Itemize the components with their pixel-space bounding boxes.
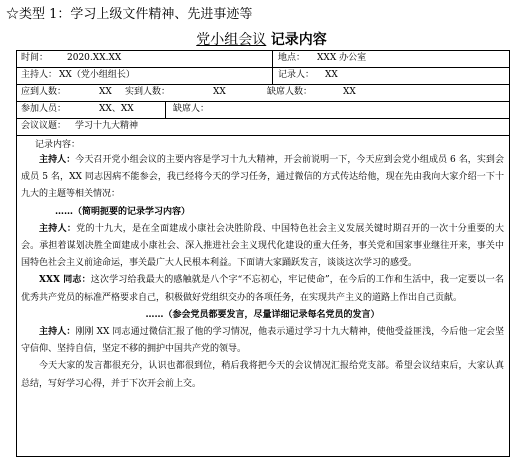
speaker-host: 主持人： <box>39 155 76 165</box>
expected-label: 应到人数： <box>21 87 67 97</box>
paragraph-4 <box>21 324 504 358</box>
divider <box>272 68 273 84</box>
page-heading: ☆类型 1：学习上级文件精神、先进事迹等 <box>6 7 253 22</box>
note-summary: ……（简明扼要的记录学习内容） <box>55 206 191 217</box>
recorder-value: XX <box>325 70 338 80</box>
paragraph-1 <box>21 152 504 204</box>
paragraph-3 <box>21 272 504 306</box>
row-counts <box>17 85 509 102</box>
row-topic <box>17 119 509 136</box>
speaker-host: 主持人： <box>39 223 77 234</box>
actual-value: XX <box>213 87 226 97</box>
divider <box>165 102 166 118</box>
paragraph-3-text: 这次学习给我最大的感触就是八个字“不忘初心，牢记使命”，在今后的工作和生活中，我一定要以一名优秀共产党员的标准严格要求自己，积极做好党组织交办的各项任务，在实现共产主义的道路上作出自己贡献。 <box>21 275 504 303</box>
expected-value: XX <box>99 87 112 97</box>
place-value: XXX 办公室 <box>317 53 367 63</box>
note-speeches: ……（参会党员都要发言，尽量详细记录每名党员的发言） <box>145 309 380 320</box>
paragraph-2 <box>21 221 504 273</box>
divider <box>272 51 273 67</box>
paragraph-4-text: 刚刚 XX 同志通过微信汇报了他的学习情况，他表示通过学习十九大精神，使他受益匪浅，今后他一定会坚守信仰、坚持自信，坚定不移的拥护中国共产党的领导。 <box>21 327 504 355</box>
paragraph-5: 今天大家的发言都很充分，认识也都很到位，稍后我将把今天的会议情况汇报给党支部。希望会议结束后，大家认真总结，写好学习心得，并于下次开会前上交。 <box>21 361 504 389</box>
time-label: 时间： <box>21 53 49 63</box>
title-prefix: 党小组会议 <box>196 32 267 48</box>
host-value: XX（党小组组长） <box>59 70 135 80</box>
record-label: 记录内容： <box>35 140 81 150</box>
absent-count-value: XX <box>343 87 356 97</box>
time-value: 2020.XX.XX <box>67 53 122 63</box>
topic-value: 学习十九大精神 <box>75 121 139 131</box>
speaker-host: 主持人： <box>39 327 76 338</box>
speaker-member: XXX 同志： <box>39 275 91 286</box>
record-table <box>16 50 510 457</box>
absentees-label: 缺席人： <box>173 104 210 114</box>
row-attendees <box>17 102 509 119</box>
host-label: 主持人： <box>21 70 58 80</box>
recorder-label: 记录人： <box>278 70 315 80</box>
actual-label: 实到人数： <box>125 87 171 97</box>
row-host-recorder <box>17 68 509 85</box>
document-title <box>0 31 523 49</box>
title-main: 记录内容 <box>270 32 327 48</box>
absent-count-label: 缺席人数： <box>267 87 313 97</box>
attendees-label: 参加人员： <box>21 104 67 114</box>
row-time-place <box>17 51 509 68</box>
attendees-value: XX、XX <box>99 104 134 114</box>
place-label: 地点： <box>278 53 306 63</box>
record-content <box>17 152 509 393</box>
paragraph-1-text: 今天召开党小组会议的主要内容是学习十九大精神，开会前说明一下，今天应到会党小组成员 6 名，实到会成员 5 名，XX 同志因病不能参会，我已经将今天的学习任务，通过微信的方式传达给他，现在先由我向大家介绍一下十九大的主题等相关情况： <box>21 155 504 200</box>
paragraph-2-text: 党的十九大，是在全面建成小康社会决胜阶段、中国特色社会主义发展关键时期召开的一次十分重要的大会。承担着谋划决胜全面建成小康社会、深入推进社会主义现代化建设的重大任务，事关党和国家事业继往开来，事关中国特色社会主义前途命运，事关最广大人民根本利益。下面请大家踊跃发言，谈谈这次学习的感受。 <box>21 223 504 269</box>
topic-label: 会议议题： <box>21 121 67 131</box>
